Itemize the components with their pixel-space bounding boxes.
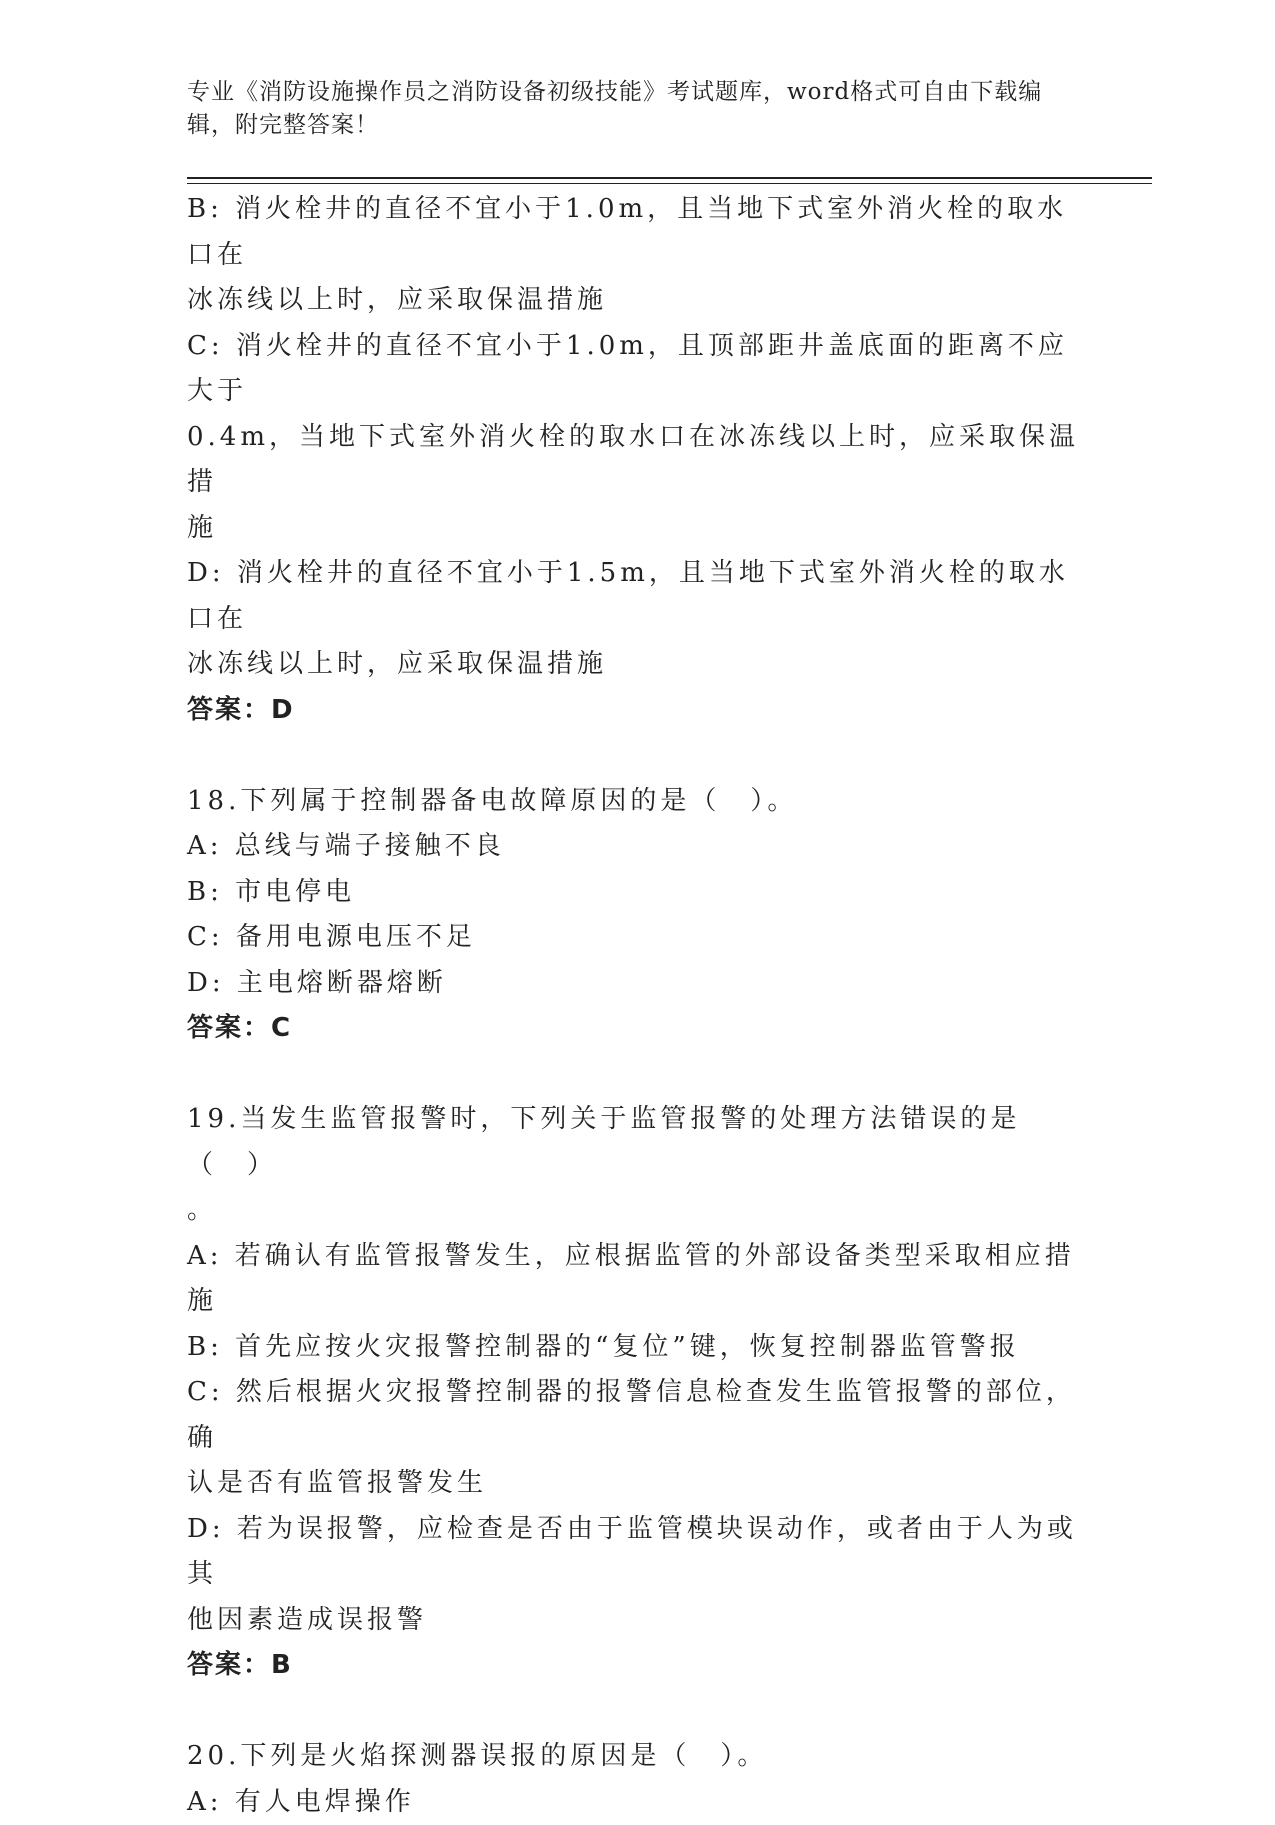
question-18: [187, 779, 1087, 1052]
option-b-line-2: 冰冻线以上时，应采取保温措施: [187, 278, 1087, 324]
spacer: [187, 1052, 1087, 1098]
header-line-1: 专业《消防设施操作员之消防设备初级技能》考试题库，word格式可自由下载编: [187, 76, 1067, 109]
spacer: [187, 1689, 1087, 1735]
header-divider-top: [187, 177, 1152, 179]
question-20-text: 20.下列是火焰探测器误报的原因是（ ）。: [187, 1734, 1087, 1780]
question-17-continued: [187, 187, 1087, 733]
option-c-line-3: 施: [187, 506, 1087, 552]
option-b-line-1: B: 消火栓井的直径不宜小于1.0m，且当地下式室外消火栓的取水口在: [187, 187, 1087, 278]
option-d-line-1: D: 若为误报警，应检查是否由于监管模块误动作，或者由于人为或其: [187, 1507, 1087, 1598]
answer-19: 答案：B: [187, 1643, 1087, 1689]
question-19-text-line-1: 19.当发生监管报警时，下列关于监管报警的处理方法错误的是（ ）: [187, 1097, 1087, 1188]
answer-18: 答案：C: [187, 1006, 1087, 1052]
option-d-line-1: D: 消火栓井的直径不宜小于1.5m，且当地下式室外消火栓的取水口在: [187, 551, 1087, 642]
header-divider-bottom: [187, 183, 1152, 184]
option-c-line-1: C: 然后根据火灾报警控制器的报警信息检查发生监管报警的部位，确: [187, 1370, 1087, 1461]
option-d: D: 主电熔断器熔断: [187, 961, 1087, 1007]
option-c-line-2: 认是否有监管报警发生: [187, 1461, 1087, 1507]
option-a: A: 若确认有监管报警发生，应根据监管的外部设备类型采取相应措施: [187, 1234, 1087, 1325]
header-line-2: 辑，附完整答案！: [187, 109, 1067, 142]
question-18-text: 18.下列属于控制器备电故障原因的是（ ）。: [187, 779, 1087, 825]
option-c: C: 备用电源电压不足: [187, 915, 1087, 961]
document-header: [187, 76, 1067, 142]
option-d-line-2: 他因素造成误报警: [187, 1598, 1087, 1644]
question-19: [187, 1097, 1087, 1689]
answer-17: 答案：D: [187, 688, 1087, 734]
option-b: B: 首先应按火灾报警控制器的“复位”键，恢复控制器监管警报: [187, 1325, 1087, 1371]
option-b: B: 市电停电: [187, 870, 1087, 916]
option-c-line-1: C: 消火栓井的直径不宜小于1.0m，且顶部距井盖底面的距离不应大于: [187, 324, 1087, 415]
question-19-text-line-2: 。: [187, 1188, 1087, 1234]
question-20: [187, 1734, 1087, 1825]
document-body: [187, 187, 1087, 1825]
option-a: A: 总线与端子接触不良: [187, 824, 1087, 870]
option-d-line-2: 冰冻线以上时，应采取保温措施: [187, 642, 1087, 688]
option-c-line-2: 0.4m，当地下式室外消火栓的取水口在冰冻线以上时，应采取保温措: [187, 415, 1087, 506]
spacer: [187, 733, 1087, 779]
option-a: A: 有人电焊操作: [187, 1780, 1087, 1825]
